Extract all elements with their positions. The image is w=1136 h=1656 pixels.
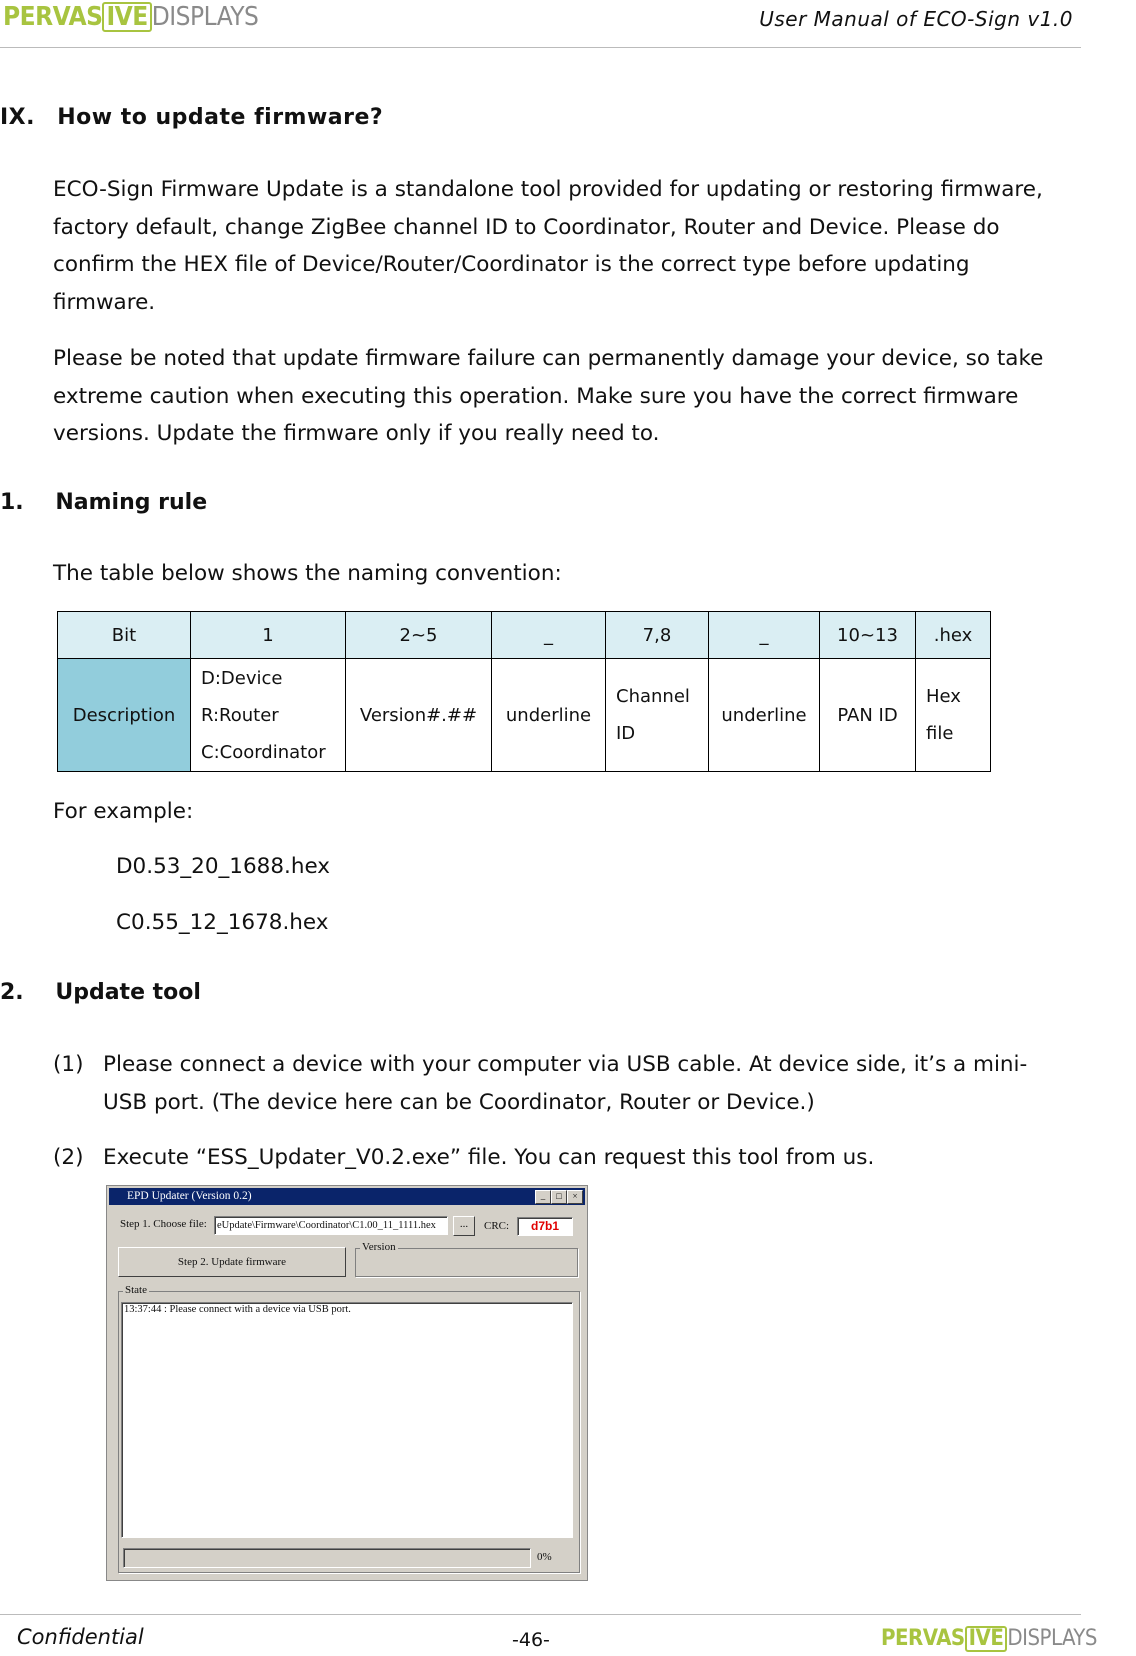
cell-line: D:Device <box>201 667 283 689</box>
table-cell: _ <box>709 612 820 659</box>
logo-part1: PERVAS <box>3 2 103 32</box>
table-cell: 10~13 <box>820 612 916 659</box>
step1-text: Please connect a device with your computer via USB cable. At device side, it’s a mini-USB port. (The device here can be Coordinator, Router or Device.) <box>103 1052 1028 1115</box>
table-cell <box>606 659 709 772</box>
header-rule <box>0 47 1081 48</box>
table-cell: 2~5 <box>346 612 492 659</box>
step2-text: Execute “ESS_Updater_V0.2.exe” file. You can request this tool from us. <box>103 1145 875 1170</box>
crc-label: CRC: <box>484 1220 510 1232</box>
section-number: IX. <box>0 105 36 130</box>
footer-page-number: -46- <box>512 1629 550 1651</box>
table-cell: 1 <box>191 612 346 659</box>
naming-heading <box>0 490 207 515</box>
footer-confidential: Confidential <box>17 1625 144 1649</box>
cell-line: C:Coordinator <box>201 741 326 763</box>
example-2: C0.55_12_1678.hex <box>116 910 329 935</box>
file-path-value: eUpdate\Firmware\Coordinator\C1.00_11_1111.hex <box>217 1220 436 1231</box>
version-label: Version <box>362 1241 396 1253</box>
naming-table <box>57 611 991 772</box>
step1-number: (1) <box>53 1052 84 1077</box>
cell-line: file <box>926 723 954 744</box>
logo-part3: DISPLAYS <box>1007 1626 1097 1651</box>
logo-part1: PERVAS <box>881 1626 965 1651</box>
state-log[interactable] <box>121 1302 573 1538</box>
version-group <box>355 1241 578 1277</box>
log-line: 13:37:44 : Please connect with a device via USB port. <box>124 1304 351 1315</box>
state-label: State <box>125 1284 147 1296</box>
window-titlebar <box>109 1188 585 1205</box>
window-title: EPD Updater (Version 0.2) <box>127 1190 252 1202</box>
intro-paragraph-1: ECO-Sign Firmware Update is a standalone tool provided for updating or restoring firmware, factory default, change ZigBee channel ID to Coordinator, Router and Device. Please do confirm the HEX file of Device/Router/Coordinator is the correct type before updating firmware. <box>53 177 1043 315</box>
naming-intro: The table below shows the naming convention: <box>53 561 562 586</box>
step2-number: (2) <box>53 1145 84 1170</box>
example-label: For example: <box>53 799 194 824</box>
maximize-button[interactable]: □ <box>551 1190 567 1204</box>
table-cell-description: Description <box>58 659 191 772</box>
header-logo <box>3 2 258 32</box>
browse-icon: ... <box>459 1218 469 1230</box>
logo-part2: IVE <box>965 1626 1008 1652</box>
logo-part3: DISPLAYS <box>151 2 259 32</box>
table-cell <box>191 659 346 772</box>
update-number: 2. <box>0 980 24 1005</box>
section-title: How to update firmware? <box>57 105 384 130</box>
update-heading <box>0 980 201 1005</box>
close-button[interactable]: × <box>567 1190 583 1204</box>
footer-rule <box>0 1614 1081 1615</box>
table-cell: PAN ID <box>820 659 916 772</box>
update-firmware-label: Step 2. Update firmware <box>177 1256 287 1268</box>
naming-number: 1. <box>0 490 24 515</box>
table-cell: .hex <box>916 612 991 659</box>
state-group <box>118 1284 580 1573</box>
update-firmware-button[interactable] <box>118 1247 346 1277</box>
naming-title: Naming rule <box>55 490 208 515</box>
table-cell-bit: Bit <box>58 612 191 659</box>
minimize-button[interactable]: _ <box>535 1190 551 1204</box>
example-1: D0.53_20_1688.hex <box>116 854 331 879</box>
cell-line: Channel <box>616 686 690 707</box>
intro-paragraph-2: Please be noted that update firmware failure can permanently damage your device, so take extreme caution when executing this operation. Make sure you have the correct firmware versions. Update the firmware only if you really need to. <box>53 346 1044 446</box>
progress-bar <box>123 1548 531 1568</box>
table-row <box>58 659 991 772</box>
update-title: Update tool <box>55 980 201 1005</box>
crc-field <box>517 1217 573 1236</box>
crc-value: d7b1 <box>530 1219 559 1233</box>
table-cell: 7,8 <box>606 612 709 659</box>
step1-label: Step 1. Choose file: <box>120 1218 207 1230</box>
table-cell: underline <box>709 659 820 772</box>
logo-part2: IVE <box>102 2 151 32</box>
footer-logo <box>881 1626 1097 1652</box>
progress-text: 0% <box>537 1551 552 1563</box>
section-heading <box>0 105 383 130</box>
cell-line: R:Router <box>201 704 279 726</box>
table-cell: _ <box>492 612 606 659</box>
updater-window <box>106 1185 588 1581</box>
table-cell <box>916 659 991 772</box>
cell-line: Hex <box>926 686 961 707</box>
table-cell: underline <box>492 659 606 772</box>
header-title: User Manual of ECO-Sign v1.0 <box>759 7 1073 31</box>
file-path-input[interactable] <box>214 1216 448 1235</box>
cell-line: ID <box>616 723 636 744</box>
table-cell: Version#.## <box>346 659 492 772</box>
table-row <box>58 612 991 659</box>
browse-button[interactable] <box>453 1216 475 1236</box>
